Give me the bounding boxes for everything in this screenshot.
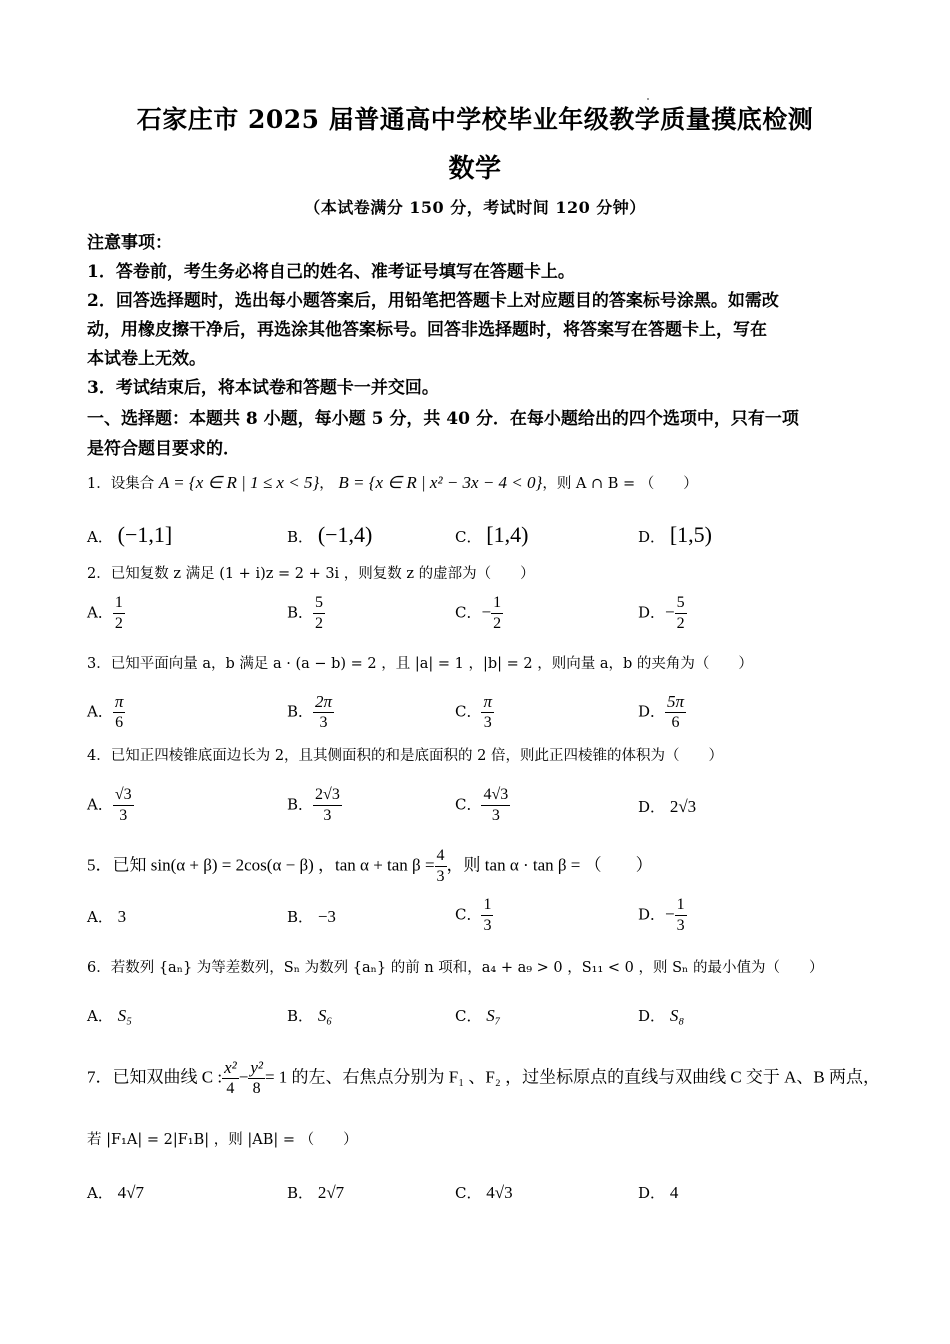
question-4-stem: 4．已知正四棱锥底面边长为 2，且其侧面积的和是底面积的 2 倍，则此正四棱锥的体积为（ ）: [87, 748, 723, 764]
question-7-stem-b: 若 |F₁A| = 2|F₁B| ，则 |AB| = （ ）: [87, 1132, 358, 1148]
q2-option-c: C．− $\frac{1}{2}$: [455, 594, 502, 632]
q2-option-a: A． $\frac{1}{2}$: [87, 594, 123, 632]
q6-option-d: D． S₈: [638, 1006, 685, 1025]
exam-note: （本试卷满分 150 分，考试时间 120 分钟）: [304, 198, 646, 217]
question-1-stem: 1．设集合 A = {x ∈ R | 1 ≤ x < 5}， B = {x ∈ R | x² − 3x − 4 < 0}，则 A ∩ B = （ ）: [87, 473, 698, 492]
q3-option-d: D． $\frac{5\pi}{6}$: [638, 692, 685, 731]
instruction-2a: 2．回答选择题时，选出每小题答案后，用铅笔把答题卡上对应题目的答案标号涂黑。如需改: [87, 291, 779, 311]
q5-option-b: B． −3: [287, 907, 336, 926]
q7-option-c: C． 4√3: [455, 1183, 513, 1202]
q1-option-b: B． (−1,4): [287, 522, 373, 547]
q1-option-a: A． (−1,1]: [87, 522, 173, 547]
question-3-stem: 3．已知平面向量 a，b 满足 a · (a − b) = 2 ，且 |a| = 1 ，|b| = 2 ，则向量 a，b 的夹角为（ ）: [87, 656, 753, 672]
section-line-2: 是符合题目要求的．: [87, 439, 240, 459]
q7-option-b: B． 2√7: [287, 1183, 345, 1202]
question-7-stem-a: 7．已知双曲线 C : $\frac{\text{x²}}{4}$ − $\frac{\text{y²}}{8}$ = 1 的左、右焦点分别为 F₁ 、F₂ ，过坐标原点的直线与双曲线 C 交于 A、B 两点，: [87, 1058, 881, 1097]
instruction-1: 1．答卷前，考生务必将自己的姓名、准考证号填写在答题卡上。: [87, 262, 575, 282]
q4-option-c: C． $\frac{4√3}{3}$: [455, 786, 509, 824]
q4-option-d: D． 2√3: [638, 797, 697, 816]
instructions-heading: 注意事项：: [87, 233, 172, 253]
q1-option-c: C． [1,4): [455, 522, 529, 547]
question-6-stem: 6．若数列 {aₙ} 为等差数列，Sₙ 为数列 {aₙ} 的前 n 项和，a₄ + a₉ > 0 ，S₁₁ < 0 ，则 Sₙ 的最小值为（ ）: [87, 960, 824, 976]
q6-option-c: C． S₇: [455, 1006, 501, 1025]
instruction-2b: 动，用橡皮擦干净后，再选涂其他答案标号。回答非选择题时，将答案写在答题卡上，写在: [87, 320, 767, 340]
instruction-2c: 本试卷上无效。: [87, 349, 206, 369]
exam-title: 石家庄市 2025 届普通高中学校毕业年级教学质量摸底检测: [136, 105, 814, 134]
q1-option-d: D． [1,5): [638, 522, 712, 547]
q6-option-b: B． S₆: [287, 1006, 333, 1025]
section-line-1: 一、选择题：本题共 8 小题，每小题 5 分，共 40 分．在每小题给出的四个选项中，只有一项: [87, 409, 799, 429]
q5-option-d: D．− $\frac{1}{3}$: [638, 896, 685, 934]
question-5-stem: 5．已知 sin(α + β) = 2cos(α − β) ，tan α + tan β = $\frac{4}{3}$ ，则 tan α · tan β = （ ）: [87, 847, 653, 885]
q7-option-d: D． 4: [638, 1183, 679, 1202]
instruction-3: 3．考试结束后，将本试卷和答题卡一并交回。: [87, 378, 439, 398]
q4-option-b: B． $\frac{2√3}{3}$: [287, 786, 340, 824]
q3-option-b: B． $\frac{2\pi}{3}$: [287, 692, 333, 731]
q4-option-a: A． $\frac{√3}{3}$: [87, 786, 132, 824]
q6-option-a: A． S₅: [87, 1006, 133, 1025]
q5-option-c: C． $\frac{1}{3}$: [455, 896, 492, 934]
q2-option-d: D．− $\frac{5}{2}$: [638, 594, 685, 632]
set-b: B = {x ∈ R | x² − 3x − 4 < 0}: [338, 473, 543, 492]
q3-option-a: A． $\frac{\pi}{6}$: [87, 692, 124, 731]
question-2-stem: 2．已知复数 z 满足 (1 + i)z = 2 + 3i ，则复数 z 的虚部为（ ）: [87, 566, 535, 582]
q2-option-b: B． $\frac{5}{2}$: [287, 594, 324, 632]
exam-subject: 数学: [448, 154, 502, 184]
q7-option-a: A． 4√7: [87, 1183, 144, 1202]
set-a: A = {x ∈ R | 1 ≤ x < 5}: [158, 473, 320, 492]
q5-option-a: A． 3: [87, 907, 127, 926]
q3-option-c: C． $\frac{\pi}{3}$: [455, 692, 493, 731]
